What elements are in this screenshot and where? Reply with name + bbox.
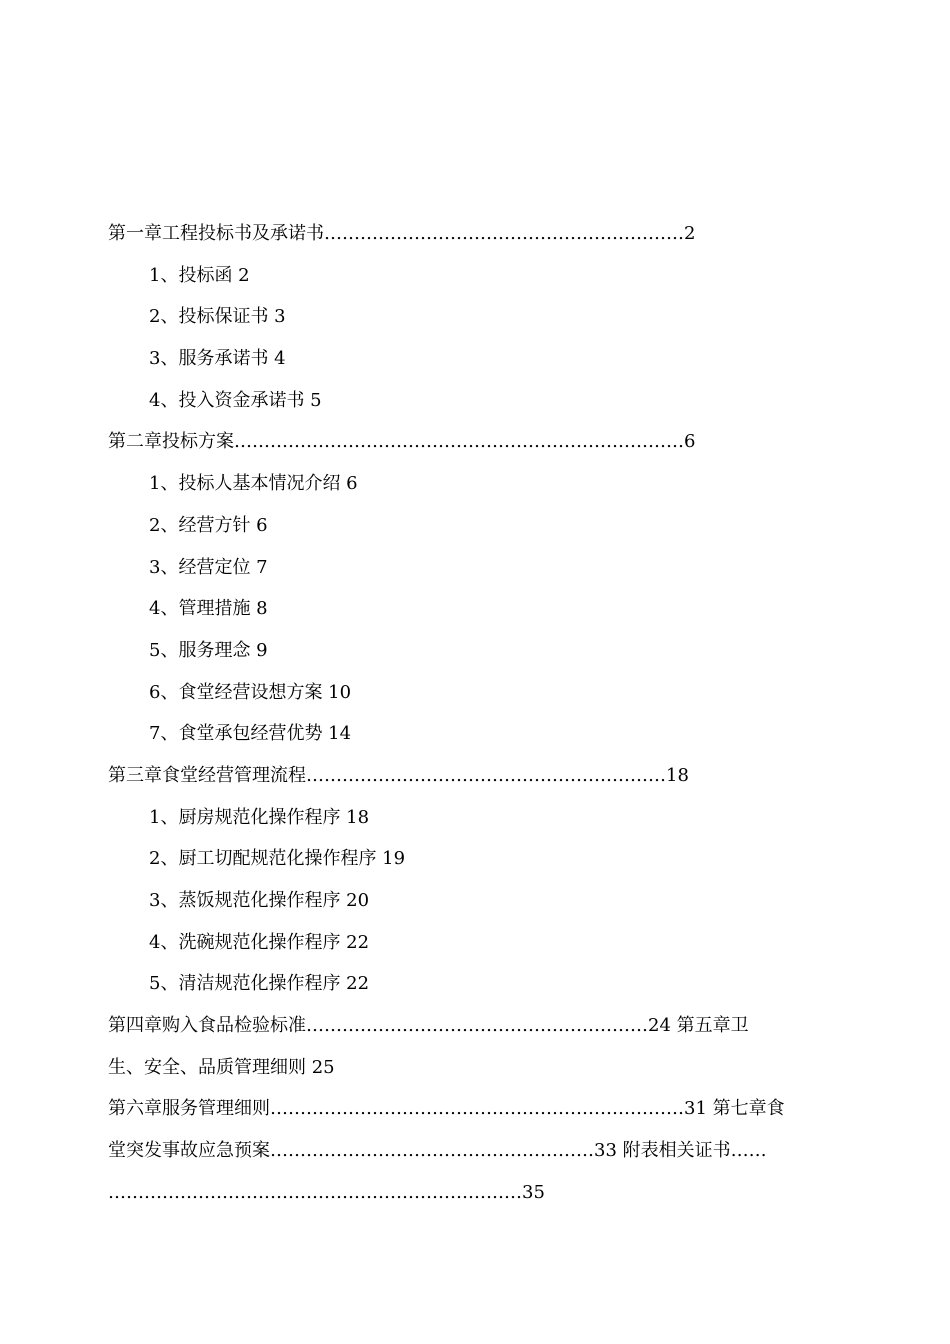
toc-item[interactable]: 6、食堂经营设想方案 10 — [149, 681, 352, 703]
toc-chapter-2[interactable]: 第二章投标方案…………………………………………………………………6 — [108, 431, 696, 453]
toc-item[interactable]: 1、厨房规范化操作程序 18 — [149, 806, 370, 828]
toc-chapter-6[interactable]: 第六章服务管理细则……………………………………………………………31 第七章食 — [108, 1098, 785, 1120]
toc-item[interactable]: 2、经营方针 6 — [149, 514, 268, 536]
toc-chapter-3[interactable]: 第三章食堂经营管理流程……………………………………………………18 — [108, 764, 689, 786]
toc-item[interactable]: 5、服务理念 9 — [149, 639, 268, 661]
toc-item[interactable]: 2、投标保证书 3 — [149, 306, 286, 328]
toc-item[interactable]: 5、清洁规范化操作程序 22 — [149, 973, 370, 995]
toc-item[interactable]: 4、洗碗规范化操作程序 22 — [149, 931, 370, 953]
toc-chapter-1[interactable]: 第一章工程投标书及承诺书……………………………………………………2 — [108, 223, 696, 244]
toc-chapter-5-cont[interactable]: 生、安全、品质管理细则 25 — [108, 1056, 335, 1078]
toc-item[interactable]: 4、投入资金承诺书 5 — [149, 389, 322, 411]
toc-item[interactable]: 3、服务承诺书 4 — [149, 348, 286, 370]
toc-item[interactable]: 1、投标人基本情况介绍 6 — [149, 473, 358, 495]
toc-appendix-cont[interactable]: ……………………………………………………………35 — [108, 1181, 545, 1203]
toc-item[interactable]: 1、投标函 2 — [149, 264, 250, 286]
toc-item[interactable]: 7、食堂承包经营优势 14 — [149, 723, 352, 745]
toc-item[interactable]: 2、厨工切配规范化操作程序 19 — [149, 848, 406, 870]
toc-item[interactable]: 3、经营定位 7 — [149, 556, 268, 578]
table-of-contents — [108, 213, 838, 1214]
toc-item[interactable]: 4、管理措施 8 — [149, 598, 268, 620]
toc-chapter-7-cont[interactable]: 堂突发事故应急预案………………………………………………33 附表相关证书…… — [108, 1140, 767, 1162]
toc-item[interactable]: 3、蒸饭规范化操作程序 20 — [149, 890, 370, 911]
toc-chapter-4[interactable]: 第四章购入食品检验标准…………………………………………………24 第五章卫 — [108, 1015, 749, 1037]
